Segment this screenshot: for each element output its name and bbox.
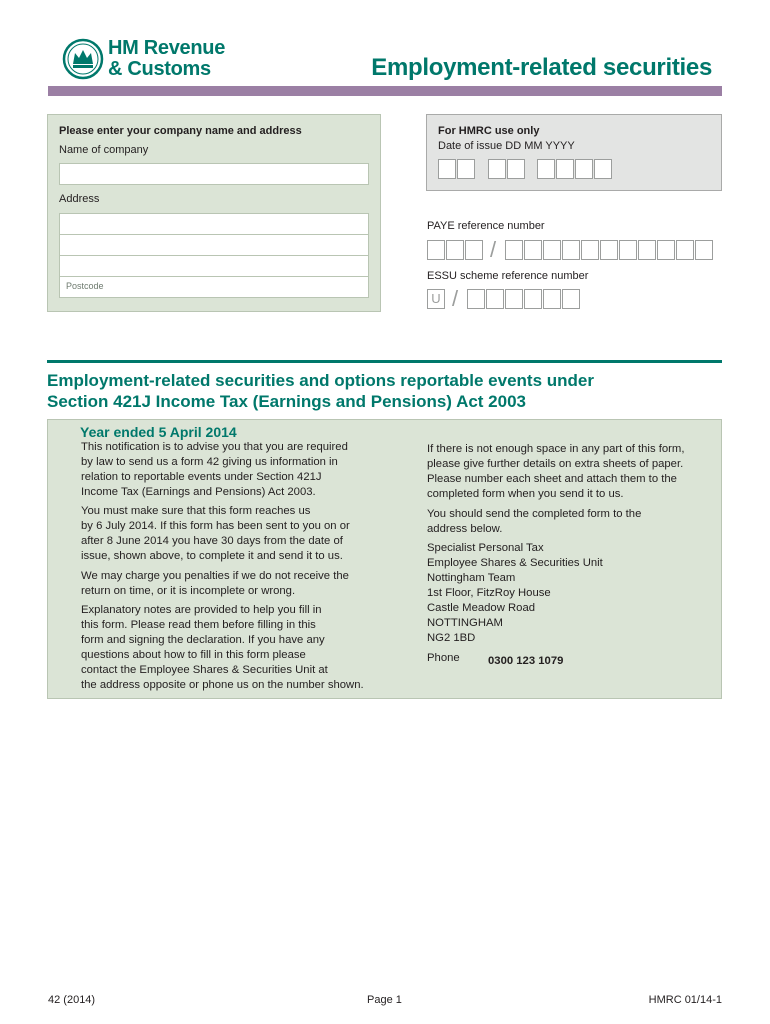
text-line: the address opposite or phone us on the number shown. <box>81 679 364 691</box>
crown-crest-icon <box>62 38 104 80</box>
right-paragraph-2 <box>427 507 641 537</box>
text-line: Explanatory notes are provided to help you fill in <box>81 604 322 616</box>
essu-digit[interactable] <box>562 289 580 309</box>
address-line: Castle Meadow Road <box>427 602 536 614</box>
date-year-digit-4[interactable] <box>594 159 612 179</box>
paye-digit[interactable] <box>581 240 599 260</box>
essu-digit[interactable] <box>486 289 504 309</box>
paye-digit[interactable] <box>446 240 464 260</box>
paye-separator: / <box>490 237 497 262</box>
essu-digit[interactable] <box>505 289 523 309</box>
text-line: Income Tax (Earnings and Pensions) Act 2003. <box>81 486 316 498</box>
date-month-digit-2[interactable] <box>507 159 525 179</box>
date-of-issue-label: Date of issue DD MM YYYY <box>438 140 575 152</box>
text-line: this form. Please read them before filling in this <box>81 619 316 631</box>
postcode-input[interactable] <box>59 276 369 298</box>
text-line: contact the Employee Shares & Securities Unit at <box>81 664 328 676</box>
address-label: Address <box>59 193 100 205</box>
section-title <box>47 370 687 412</box>
postcode-placeholder: Postcode <box>66 281 104 291</box>
paye-digit[interactable] <box>543 240 561 260</box>
left-paragraph-3 <box>81 569 349 599</box>
paye-digit[interactable] <box>657 240 675 260</box>
logo-text <box>108 38 225 80</box>
paye-digit[interactable] <box>676 240 694 260</box>
left-paragraph-2 <box>81 504 350 564</box>
footer-hmrc-ref: HMRC 01/14-1 <box>648 994 722 1006</box>
hmrc-use-heading: For HMRC use only <box>438 125 540 137</box>
postal-address <box>427 541 603 646</box>
phone-number: 0300 123 1079 <box>488 655 564 667</box>
paye-digit[interactable] <box>600 240 618 260</box>
text-line: issue, shown above, to complete it and send it to us. <box>81 550 343 562</box>
year-ended: Year ended 5 April 2014 <box>80 424 237 440</box>
paye-digit[interactable] <box>524 240 542 260</box>
date-of-issue-boxes <box>438 159 618 181</box>
essu-separator: / <box>452 286 459 311</box>
text-line: after 8 June 2014 you have 30 days from the date of <box>81 535 343 547</box>
paye-digit[interactable] <box>562 240 580 260</box>
date-day-digit-1[interactable] <box>438 159 456 179</box>
paye-digit[interactable] <box>465 240 483 260</box>
address-line-3-input[interactable] <box>59 255 369 277</box>
left-paragraph-1 <box>81 440 348 500</box>
date-year-digit-3[interactable] <box>575 159 593 179</box>
address-line-1-input[interactable] <box>59 213 369 235</box>
company-heading: Please enter your company name and address <box>59 125 302 137</box>
address-line: Employee Shares & Securities Unit <box>427 557 603 569</box>
address-line: Nottingham Team <box>427 572 516 584</box>
essu-digit[interactable] <box>467 289 485 309</box>
company-name-input[interactable] <box>59 163 369 185</box>
text-line: by law to send us a form 42 giving us information in <box>81 456 338 468</box>
essu-digit[interactable] <box>524 289 542 309</box>
address-line-2-input[interactable] <box>59 234 369 256</box>
date-month-digit-1[interactable] <box>488 159 506 179</box>
logo-line-1: HM Revenue <box>108 37 226 59</box>
text-line: You should send the completed form to the <box>427 508 642 520</box>
text-line: questions about how to fill in this form please <box>81 649 306 661</box>
date-year-digit-2[interactable] <box>556 159 574 179</box>
paye-digit[interactable] <box>427 240 445 260</box>
address-line: NG2 1BD <box>427 632 476 644</box>
text-line: return on time, or it is incomplete or wrong. <box>81 585 296 597</box>
text-line: This notification is to advise you that you are required <box>81 441 348 453</box>
paye-digit[interactable] <box>505 240 523 260</box>
left-paragraph-4 <box>81 603 364 693</box>
text-line: We may charge you penalties if we do not receive the <box>81 570 349 582</box>
title-bar <box>48 86 722 96</box>
section-rule <box>47 360 722 363</box>
address-line: 1st Floor, FitzRoy House <box>427 587 551 599</box>
essu-digit[interactable] <box>543 289 561 309</box>
right-paragraph-1 <box>427 442 684 502</box>
paye-reference-boxes <box>427 237 712 262</box>
paye-label: PAYE reference number <box>427 220 545 232</box>
essu-label: ESSU scheme reference number <box>427 270 589 282</box>
text-line: please give further details on extra sheets of paper. <box>427 458 684 470</box>
footer-page-number: Page 1 <box>367 994 402 1006</box>
phone-label: Phone <box>427 652 460 664</box>
form-title: Employment-related securities <box>371 54 712 81</box>
paye-digit[interactable] <box>695 240 713 260</box>
logo-line-2: & Customs <box>108 58 211 80</box>
text-line: completed form when you send it to us. <box>427 488 624 500</box>
text-line: You must make sure that this form reaches us <box>81 505 311 517</box>
footer-form-code: 42 (2014) <box>48 994 96 1006</box>
paye-digit[interactable] <box>638 240 656 260</box>
essu-prefix-box: U <box>427 289 445 309</box>
paye-digit[interactable] <box>619 240 637 260</box>
section-title-line-1: Employment-related securities and options reportable events under <box>47 371 594 390</box>
section-title-line-2: Section 421J Income Tax (Earnings and Pensions) Act 2003 <box>47 392 526 411</box>
company-name-label: Name of company <box>59 144 149 156</box>
address-line: NOTTINGHAM <box>427 617 503 629</box>
text-line: by 6 July 2014. If this form has been sent to you on or <box>81 520 350 532</box>
text-line: Please number each sheet and attach them to the <box>427 473 677 485</box>
date-year-digit-1[interactable] <box>537 159 555 179</box>
address-line: Specialist Personal Tax <box>427 542 544 554</box>
text-line: If there is not enough space in any part of this form, <box>427 443 685 455</box>
date-day-digit-2[interactable] <box>457 159 475 179</box>
essu-reference-boxes <box>427 286 597 311</box>
text-line: address below. <box>427 523 503 535</box>
text-line: form and signing the declaration. If you have any <box>81 634 325 646</box>
text-line: relation to reportable events under Section 421J <box>81 471 322 483</box>
